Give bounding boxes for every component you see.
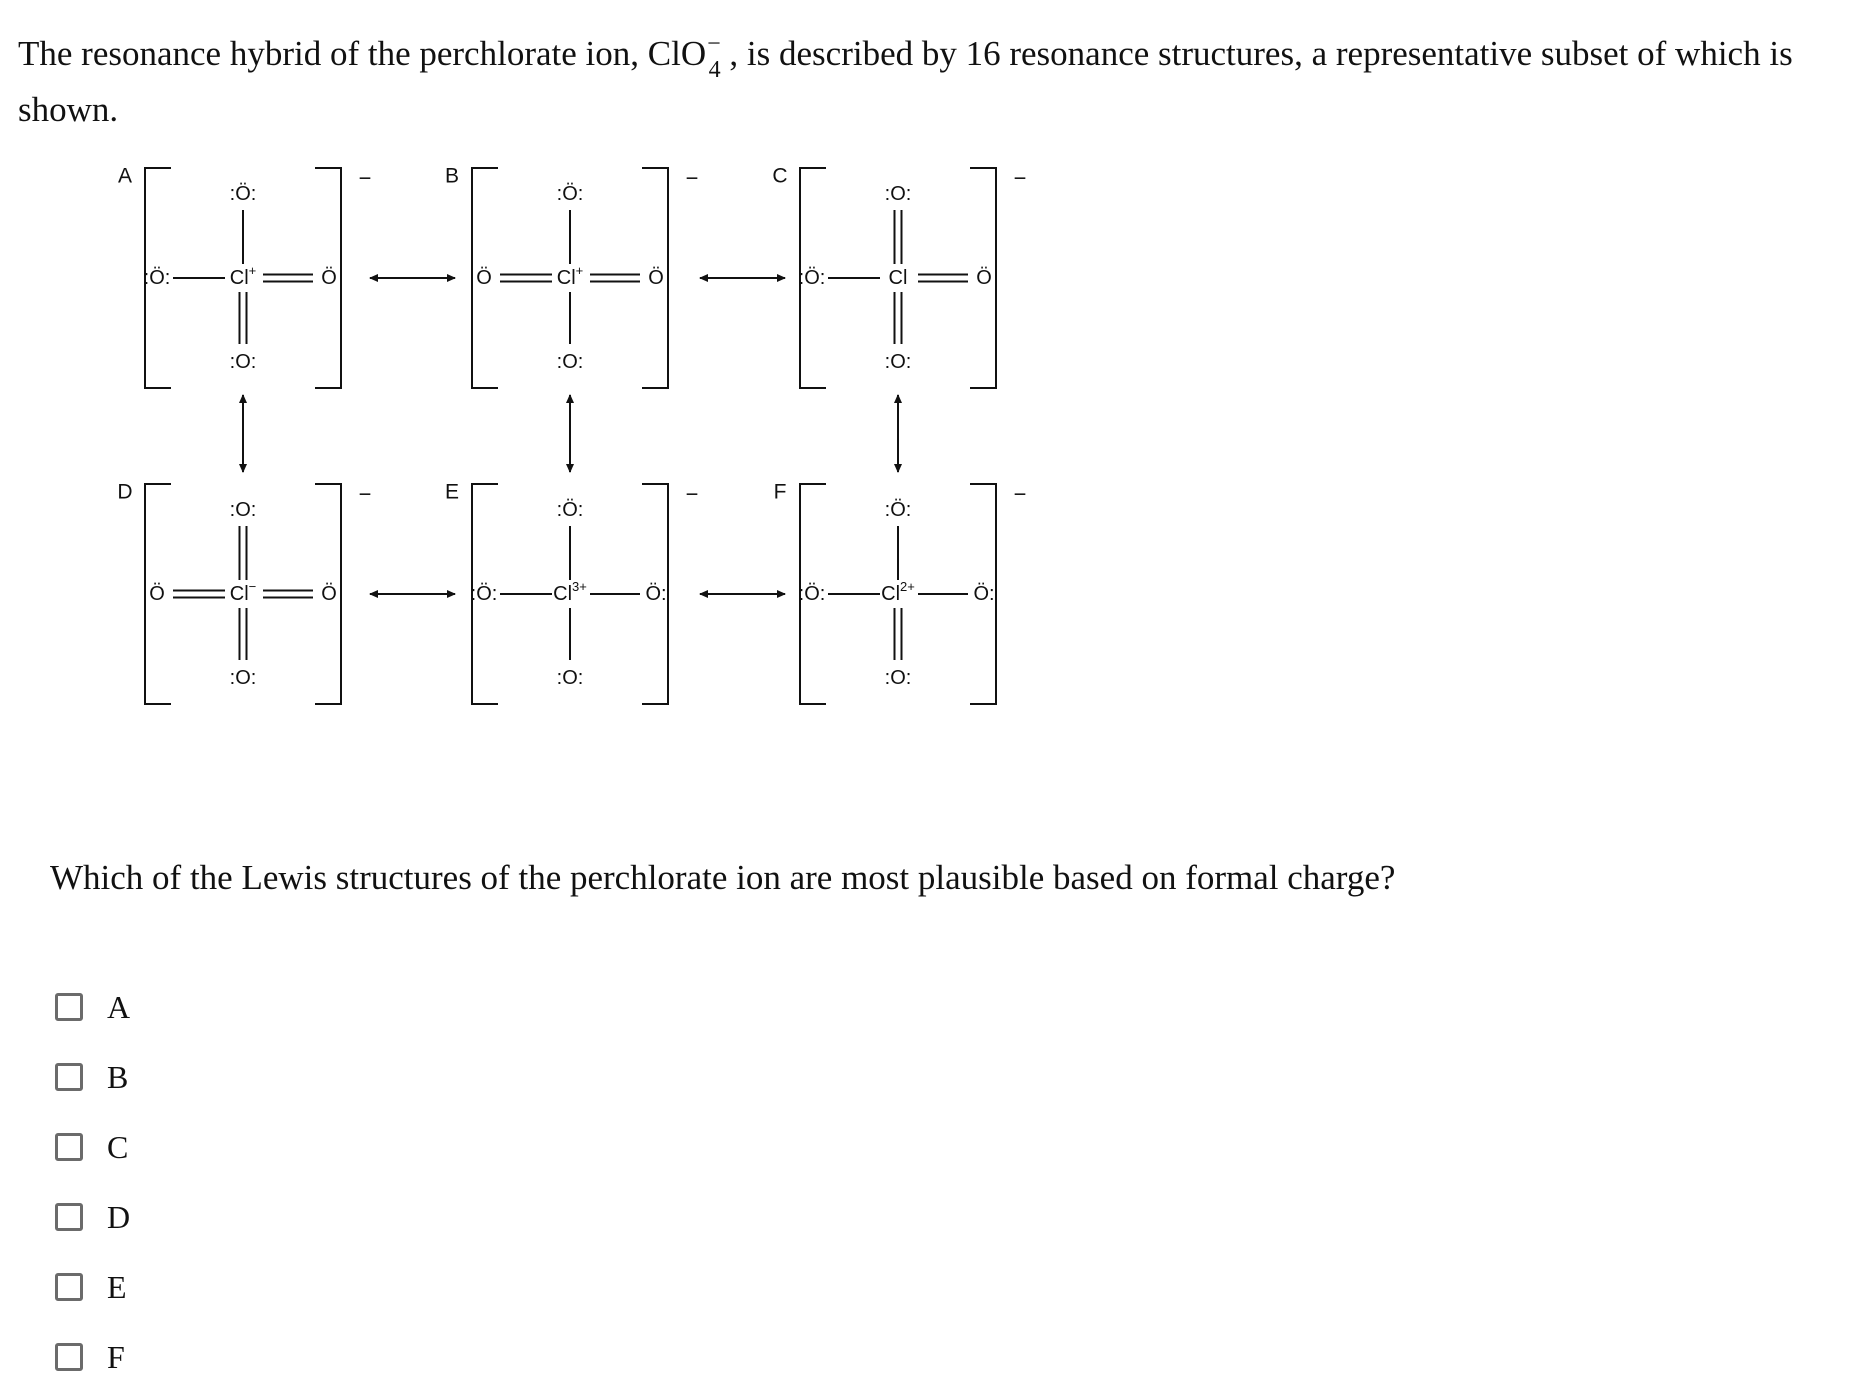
oxygen-top: :O: bbox=[229, 499, 257, 521]
oxygen-right: Ö bbox=[321, 583, 337, 605]
ion-charge: − bbox=[1013, 165, 1027, 191]
central-charge: 2+ bbox=[900, 578, 915, 594]
structure-d bbox=[117, 481, 371, 705]
ion-charge: − bbox=[358, 481, 372, 507]
bond-right bbox=[590, 275, 640, 282]
choice-label: D bbox=[107, 1198, 131, 1235]
oxygen-right: Ö bbox=[321, 267, 337, 289]
structure-e bbox=[445, 481, 698, 705]
intro-after: , is described by 16 resonance structures, a representative subset of which is shown. bbox=[18, 34, 1793, 129]
resonance-structures-figure bbox=[0, 0, 1100, 780]
central-chlorine: $Cl^{2+}$ bbox=[881, 578, 915, 605]
oxygen-top: :Ö: bbox=[556, 183, 584, 205]
oxygen-bottom: :O: bbox=[884, 667, 912, 689]
ion-charge: − bbox=[358, 165, 372, 191]
choice-a[interactable] bbox=[55, 972, 130, 1042]
choice-c[interactable] bbox=[55, 1112, 130, 1182]
central-chlorine: Cl− bbox=[229, 578, 257, 605]
oxygen-left: Ö bbox=[149, 583, 165, 605]
bond-top bbox=[895, 210, 902, 264]
structure-label: A bbox=[117, 164, 133, 188]
oxygen-left: :Ö: bbox=[798, 267, 826, 289]
choice-label: C bbox=[107, 1128, 129, 1165]
bond-bottom bbox=[240, 608, 247, 660]
formula-base: ClO bbox=[647, 34, 707, 73]
choice-f[interactable] bbox=[55, 1322, 130, 1392]
central-chlorine: Cl bbox=[888, 267, 908, 289]
formula-subscript: 4 bbox=[708, 57, 721, 83]
structure-label: B bbox=[444, 164, 460, 188]
oxygen-left: :Ö: bbox=[798, 583, 826, 605]
oxygen-bottom: :O: bbox=[229, 351, 257, 373]
oxygen-right: Ö: bbox=[645, 583, 667, 605]
oxygen-bottom: :O: bbox=[556, 667, 584, 689]
ion-charge: − bbox=[685, 165, 699, 191]
ion-charge: − bbox=[685, 481, 699, 507]
checkbox[interactable] bbox=[55, 993, 83, 1021]
bond-left bbox=[173, 591, 225, 598]
intro-before: The resonance hybrid of the perchlorate ion, bbox=[18, 34, 648, 73]
oxygen-bottom: :O: bbox=[556, 351, 584, 373]
choice-label: A bbox=[107, 988, 131, 1025]
oxygen-right: Ö: bbox=[973, 583, 995, 605]
structure-a bbox=[118, 165, 371, 389]
central-charge: − bbox=[248, 578, 257, 594]
structure-label: E bbox=[444, 480, 460, 504]
oxygen-left: :Ö: bbox=[470, 583, 498, 605]
structure-b bbox=[445, 165, 698, 389]
checkbox[interactable] bbox=[55, 1063, 83, 1091]
answer-choices bbox=[55, 972, 130, 1392]
oxygen-top: :Ö: bbox=[229, 183, 257, 205]
choice-d[interactable] bbox=[55, 1182, 130, 1252]
choice-e[interactable] bbox=[55, 1252, 130, 1322]
central-charge: 3+ bbox=[572, 578, 587, 594]
oxygen-left: Ö bbox=[476, 267, 492, 289]
central-charge: + bbox=[575, 262, 584, 278]
checkbox[interactable] bbox=[55, 1273, 83, 1301]
choice-label: F bbox=[107, 1338, 125, 1375]
bond-right bbox=[918, 275, 968, 282]
oxygen-bottom: :O: bbox=[229, 667, 257, 689]
bond-left bbox=[500, 275, 552, 282]
oxygen-left: :Ö: bbox=[143, 267, 171, 289]
oxygen-bottom: :O: bbox=[884, 351, 912, 373]
structure-c bbox=[772, 165, 1026, 389]
formula-charge: − bbox=[707, 31, 721, 57]
central-charge: + bbox=[248, 262, 257, 278]
bond-right bbox=[263, 591, 313, 598]
oxygen-top: :Ö: bbox=[556, 499, 584, 521]
bond-bottom bbox=[895, 292, 902, 344]
choice-b[interactable] bbox=[55, 1042, 130, 1112]
structure-f bbox=[774, 481, 1027, 705]
bond-top bbox=[240, 526, 247, 580]
checkbox[interactable] bbox=[55, 1133, 83, 1161]
choice-label: B bbox=[107, 1058, 129, 1095]
checkbox[interactable] bbox=[55, 1203, 83, 1231]
question-prompt: Which of the Lewis structures of the perchlorate ion are most plausible based on formal charge? bbox=[50, 858, 1396, 897]
oxygen-top: :O: bbox=[884, 183, 912, 205]
structure-label: C bbox=[772, 164, 788, 188]
oxygen-right: Ö bbox=[976, 267, 992, 289]
choice-label: E bbox=[107, 1268, 127, 1305]
structure-label: D bbox=[117, 480, 133, 504]
bond-right bbox=[263, 275, 313, 282]
central-chlorine: Cl+ bbox=[556, 262, 584, 289]
oxygen-top: :Ö: bbox=[884, 499, 912, 521]
checkbox[interactable] bbox=[55, 1343, 83, 1371]
ion-charge: − bbox=[1013, 481, 1027, 507]
oxygen-right: Ö bbox=[648, 267, 664, 289]
central-chlorine: Cl+ bbox=[229, 262, 257, 289]
structure-label: F bbox=[773, 480, 787, 504]
bond-bottom bbox=[895, 608, 902, 660]
central-chlorine: $Cl^{3+}$ bbox=[553, 578, 587, 605]
bond-bottom bbox=[240, 292, 247, 344]
